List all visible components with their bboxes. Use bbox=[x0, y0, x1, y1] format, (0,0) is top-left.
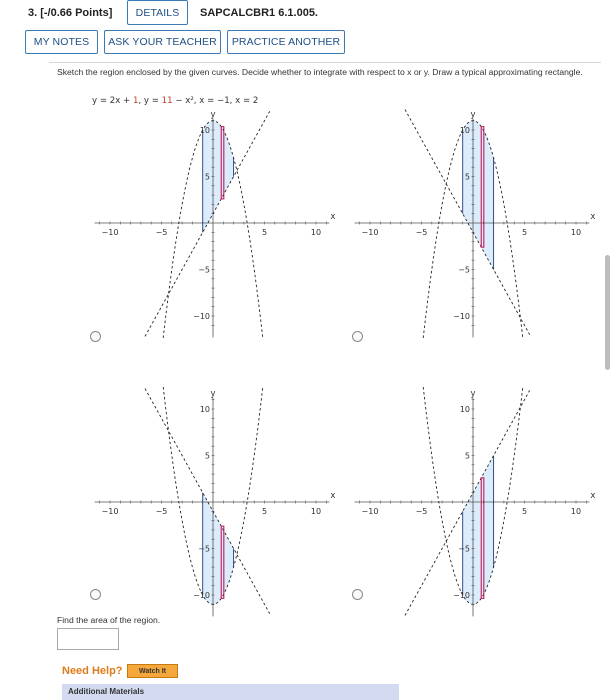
watch-it-button[interactable]: Watch It bbox=[127, 664, 178, 678]
x-tick-label: 10 bbox=[310, 228, 322, 237]
ask-teacher-button[interactable]: ASK YOUR TEACHER bbox=[104, 30, 221, 54]
y-axis-label: y bbox=[210, 109, 216, 120]
find-area-label: Find the area of the region. bbox=[57, 615, 161, 625]
x-tick-label: 5 bbox=[521, 507, 528, 516]
y-tick-label: −10 bbox=[453, 591, 470, 600]
graph-option-3 bbox=[95, 369, 335, 599]
graph-option-1 bbox=[95, 109, 336, 345]
equation-num-2: 11 bbox=[161, 96, 173, 106]
graph-option-4 bbox=[355, 369, 595, 599]
x-tick-label: −5 bbox=[155, 507, 168, 516]
x-axis-label: x bbox=[590, 491, 596, 501]
equation-num-1: 1 bbox=[132, 96, 139, 106]
equation-part-2: , y = bbox=[138, 96, 162, 106]
my-notes-button[interactable]: MY NOTES bbox=[25, 30, 98, 54]
y-tick-label: −10 bbox=[193, 591, 210, 600]
scrollbar-thumb[interactable] bbox=[605, 255, 610, 370]
x-axis-label: x bbox=[590, 212, 596, 222]
question-code: SAPCALCBR1 6.1.005. bbox=[200, 7, 318, 19]
y-tick-label: 5 bbox=[464, 451, 470, 461]
x-axis-label: x bbox=[330, 212, 336, 222]
divider bbox=[49, 62, 601, 63]
x-tick-label: −5 bbox=[415, 507, 428, 516]
additional-materials-bar[interactable]: Additional Materials bbox=[62, 684, 399, 700]
y-axis-label: y bbox=[470, 109, 476, 120]
x-tick-label: −10 bbox=[361, 507, 379, 516]
area-answer-input[interactable] bbox=[57, 628, 119, 650]
equation-part-3: − x², x = −1, x = 2 bbox=[172, 96, 259, 106]
y-tick-label: −10 bbox=[453, 312, 470, 321]
question-header bbox=[0, 0, 612, 62]
x-tick-label: 5 bbox=[261, 507, 268, 516]
y-tick-label: 10 bbox=[459, 126, 470, 135]
equation-line bbox=[92, 96, 258, 106]
y-tick-label: −5 bbox=[458, 265, 470, 275]
radio-option-3[interactable] bbox=[90, 589, 101, 600]
x-tick-label: 10 bbox=[310, 507, 322, 516]
x-tick-label: 10 bbox=[570, 228, 582, 237]
radio-option-1[interactable] bbox=[90, 331, 101, 342]
x-tick-label: −10 bbox=[101, 228, 119, 237]
radio-option-4[interactable] bbox=[352, 589, 363, 600]
equation-part-1: y = 2x + bbox=[92, 96, 133, 106]
practice-another-button[interactable]: PRACTICE ANOTHER bbox=[227, 30, 345, 54]
y-tick-label: 10 bbox=[199, 126, 210, 135]
radio-option-2[interactable] bbox=[352, 331, 363, 342]
x-tick-label: 10 bbox=[570, 507, 582, 516]
x-tick-label: −5 bbox=[155, 228, 168, 237]
y-tick-label: −10 bbox=[193, 312, 210, 321]
y-tick-label: 10 bbox=[199, 405, 210, 414]
graph-option-2 bbox=[355, 109, 596, 345]
x-axis-label: x bbox=[330, 491, 336, 501]
x-tick-label: 5 bbox=[261, 228, 268, 237]
x-tick-label: −10 bbox=[101, 507, 119, 516]
y-tick-label: 5 bbox=[204, 451, 210, 461]
y-tick-label: −5 bbox=[198, 265, 210, 275]
y-axis-label: y bbox=[210, 388, 216, 399]
y-tick-label: 5 bbox=[204, 172, 210, 182]
need-help-label: Need Help? bbox=[62, 665, 123, 677]
y-tick-label: 5 bbox=[464, 172, 470, 182]
details-button[interactable]: DETAILS bbox=[127, 0, 188, 25]
x-tick-label: −10 bbox=[361, 228, 379, 237]
question-number: 3. [-/0.66 Points] bbox=[28, 7, 113, 19]
y-axis-label: y bbox=[470, 388, 476, 399]
problem-prompt: Sketch the region enclosed by the given curves. Decide whether to integrate with respect to x or y. Draw a typical approximating rectangle. bbox=[57, 67, 583, 77]
y-tick-label: 10 bbox=[459, 405, 470, 414]
x-tick-label: 5 bbox=[521, 228, 528, 237]
y-tick-label: −5 bbox=[458, 544, 470, 554]
x-tick-label: −5 bbox=[415, 228, 428, 237]
y-tick-label: −5 bbox=[198, 544, 210, 554]
